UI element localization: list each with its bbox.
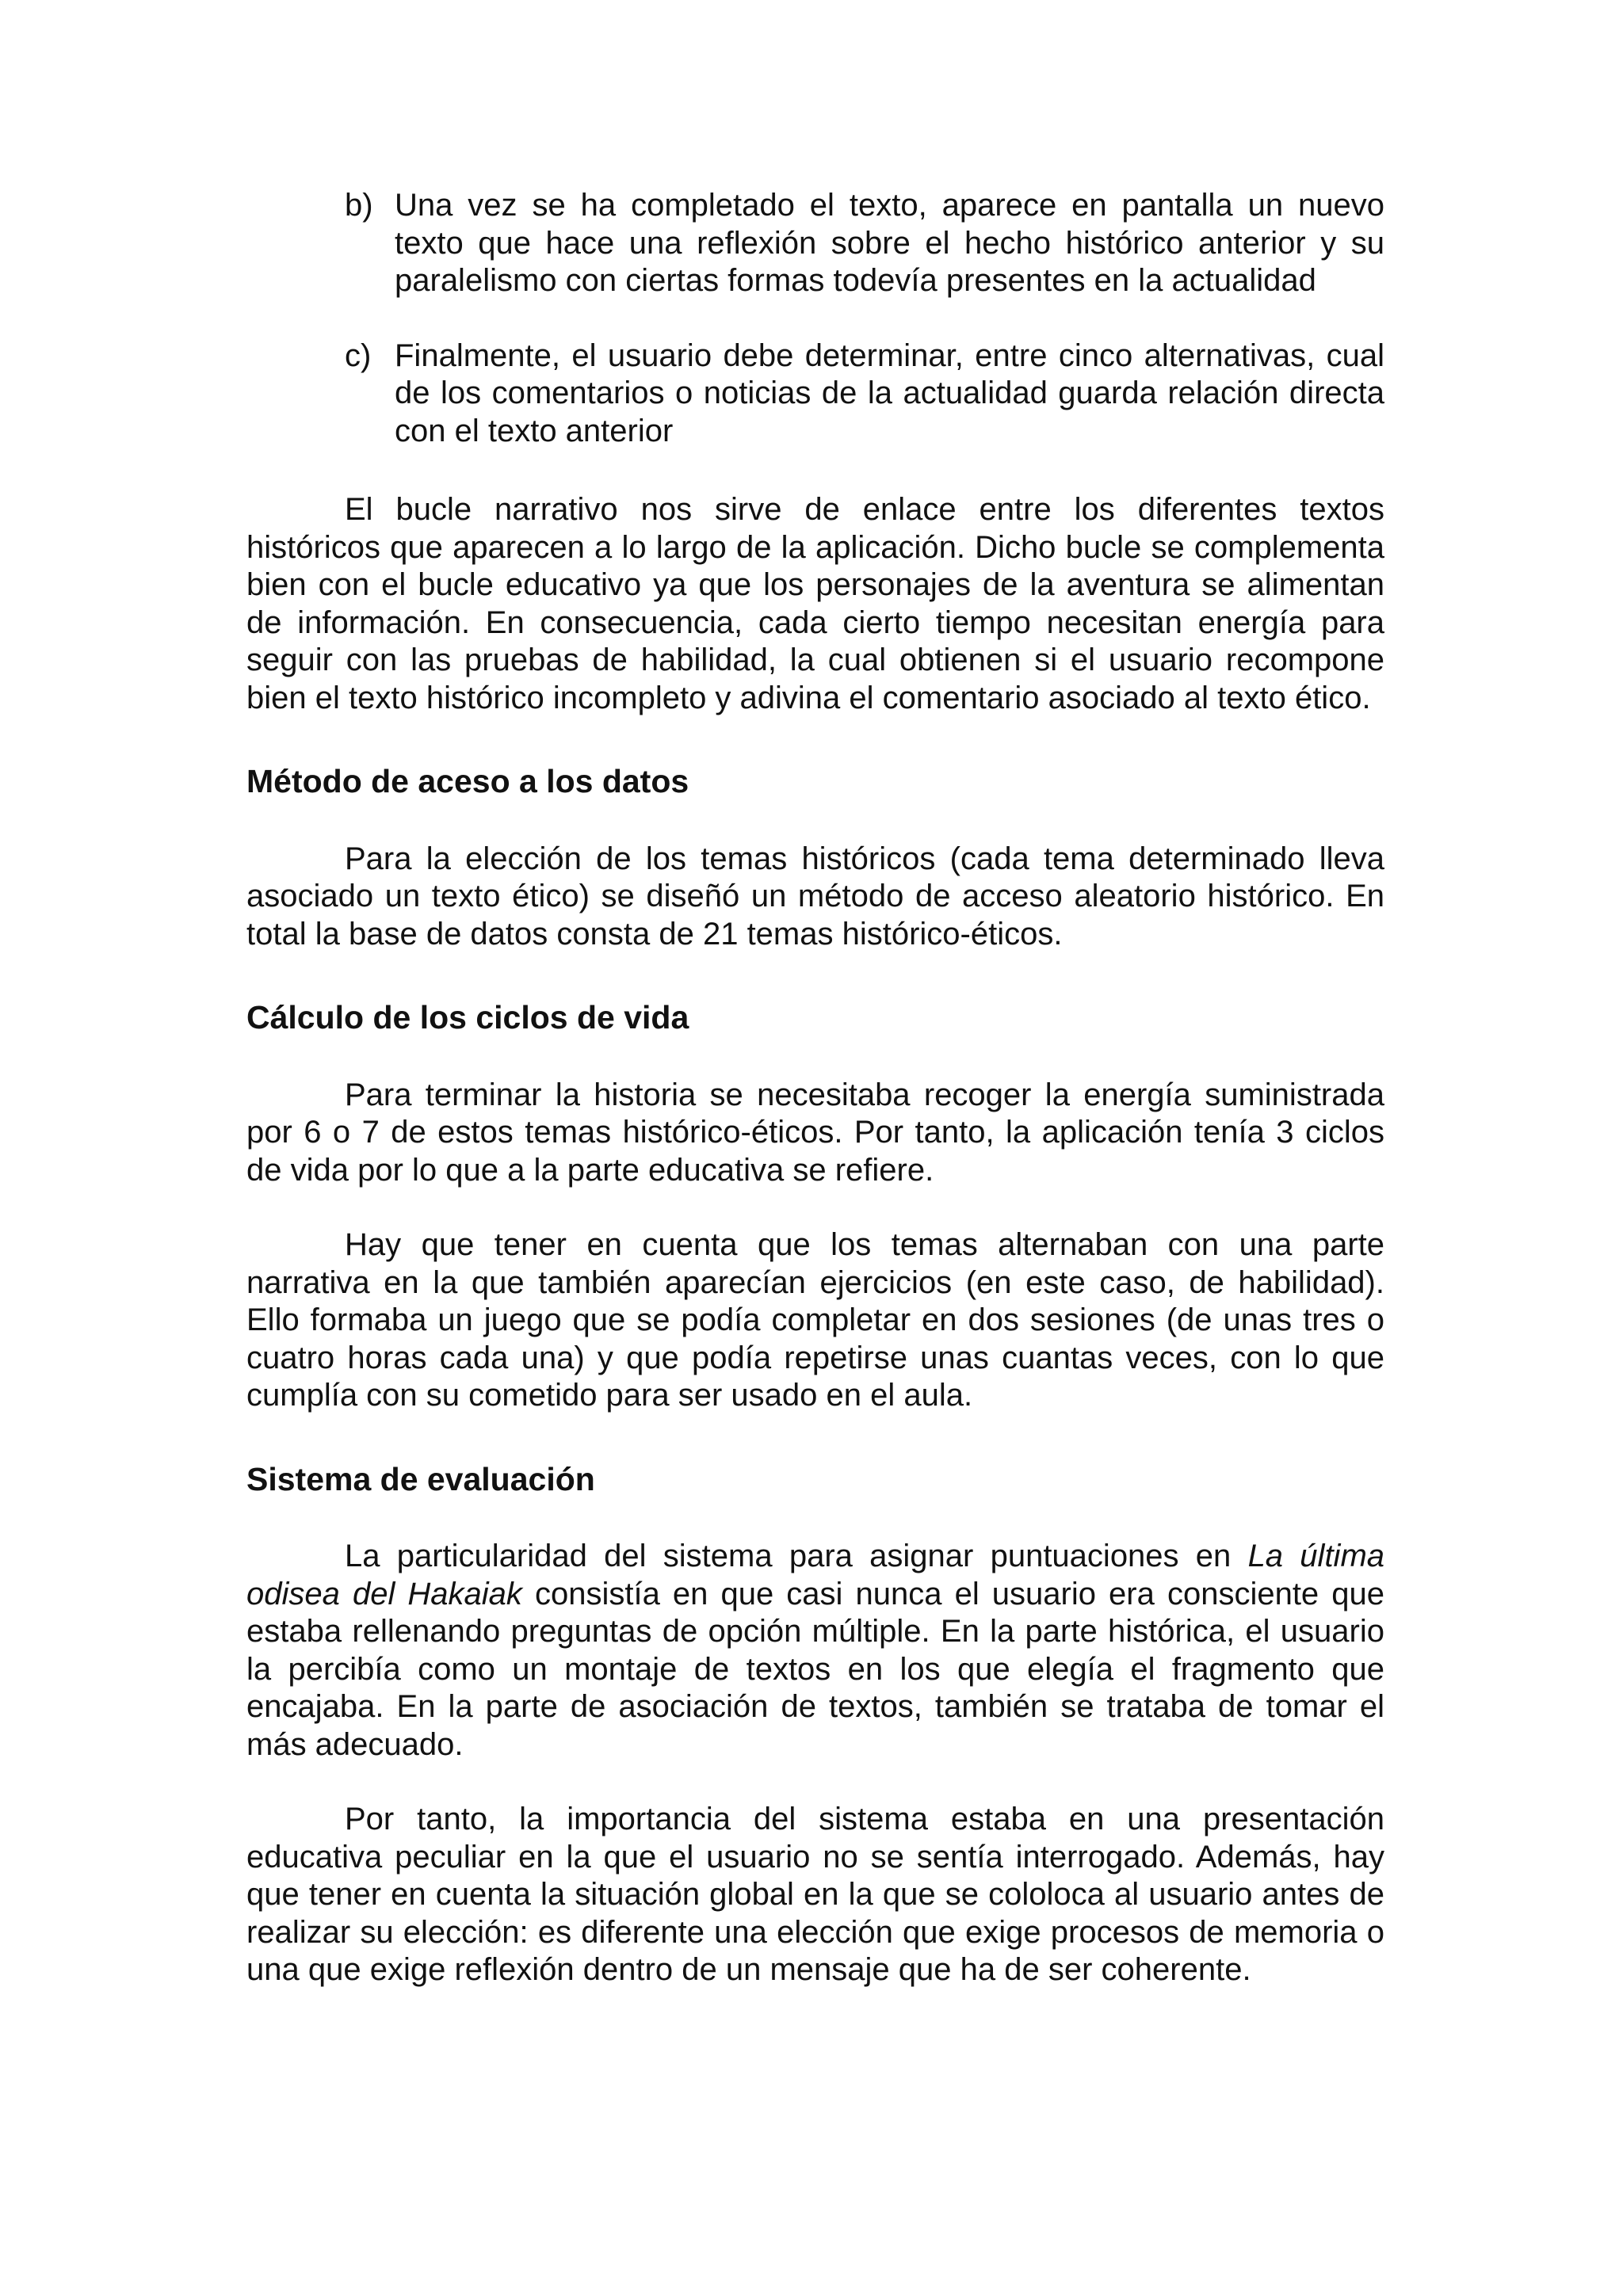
section-heading-calculo: Cálculo de los ciclos de vida — [246, 999, 689, 1035]
document-page — [246, 187, 1384, 1989]
list-item-b — [246, 187, 1384, 300]
list-marker: c) — [345, 338, 372, 373]
paragraph-bucle-narrativo: El bucle narrativo nos sirve de enlace entre los diferentes textos históricos que aparecen a lo largo de la aplicación. Dicho bucle se complementa bien con el bucle educativo ya que los personajes de la aventura se alimentan de información. En consecuencia, cada cierto tiempo necesitan energía para seguir con las pruebas de habilidad, la cual obtienen si el usuario recompone bien el texto histórico incompleto y adivina el comentario asociado al texto ético. — [246, 492, 1384, 715]
list-item-text: Una vez se ha completado el texto, aparece en pantalla un nuevo texto que hace una reflexión sobre el hecho histórico anterior y su paralelismo con ciertas formas todevía presentes en la actualidad — [395, 188, 1384, 298]
section-heading-metodo: Método de aceso a los datos — [246, 763, 689, 799]
paragraph-sistema-2: Por tanto, la importancia del sistema estaba en una presentación educativa peculiar en la que el usuario no se sentía interrogado. Además, hay que tener en cuenta la situación global en la que se cololoca al usuario antes de realizar su elección: es diferente una elección que exige procesos de memoria o una que exige reflexión dentro de un mensaje que ha de ser coherente. — [246, 1802, 1384, 1987]
game-title: La última odisea del Hakaiak — [246, 1539, 1385, 1611]
list-marker: b) — [345, 188, 373, 223]
paragraph-text: consistía en que casi nunca el usuario era consciente que estaba rellenando preguntas de opción múltiple. En la parte histórica, el usuario la percibía como un montaje de textos en los que elegía el fragmento que encajaba. En la parte de asociación de textos, también se trataba de tomar el más adecuado. — [246, 1576, 1384, 1762]
section-heading-sistema: Sistema de evaluación — [246, 1460, 595, 1497]
paragraph-calculo-2: Hay que tener en cuenta que los temas alternaban con una parte narrativa en la que también aparecían ejercicios (en este caso, de habilidad). Ello formaba un juego que se podía completar en dos sesiones (de unas tres o cuatro horas cada una) y que podía repetirse unas cuantas veces, con lo que cumplía con su cometido para ser usado en el aula. — [246, 1227, 1384, 1413]
paragraph-metodo: Para la elección de los temas históricos (cada tema determinado lleva asociado un texto ético) se diseñó un método de acceso aleatorio histórico. En total la base de datos consta de 21 temas histórico-éticos. — [246, 841, 1384, 952]
paragraph-calculo-1: Para terminar la historia se necesitaba recoger la energía suministrada por 6 o 7 de estos temas histórico-éticos. Por tanto, la aplicación tenía 3 ciclos de vida por lo que a la parte educativa se refiere. — [246, 1077, 1384, 1188]
list-item-c — [246, 338, 1384, 451]
paragraph-text: La particularidad del sistema para asignar puntuaciones en — [345, 1539, 1248, 1573]
list-item-text: Finalmente, el usuario debe determinar, entre cinco alternativas, cual de los comentarios o noticias de la actualidad guarda relación directa con el texto anterior — [395, 338, 1384, 448]
paragraph-sistema-1 — [246, 1538, 1384, 1764]
